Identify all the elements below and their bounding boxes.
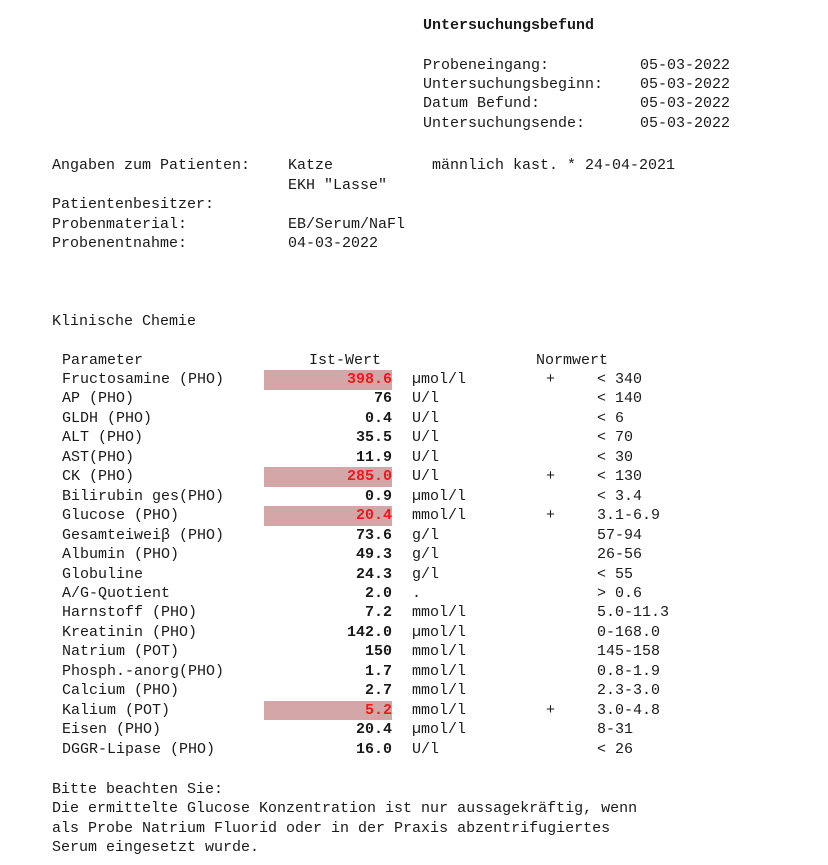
reference-range: 0.8-1.9 <box>597 662 661 680</box>
unit: U/l <box>412 448 440 466</box>
unit: U/l <box>412 409 440 427</box>
parameter-name: AP (PHO) <box>62 390 135 408</box>
unit: mmol/l <box>412 682 467 700</box>
reference-range: < 70 <box>597 429 634 447</box>
unit: g/l <box>412 546 440 564</box>
measured-value: 2.0 <box>364 584 392 602</box>
measured-value: 150 <box>364 643 392 661</box>
table-row <box>0 565 828 585</box>
measured-value: 142.0 <box>346 623 392 641</box>
date-label-report: Datum Befund: <box>423 95 541 112</box>
measured-value: 11.9 <box>355 448 392 466</box>
unit: g/l <box>412 526 440 544</box>
table-row <box>0 448 828 468</box>
reference-range: 145-158 <box>597 643 661 661</box>
measured-value: 76 <box>373 390 392 408</box>
table-row <box>0 487 828 507</box>
parameter-name: Globuline <box>62 565 144 583</box>
unit: mmol/l <box>412 662 467 680</box>
parameter-name: Phosph.-anorg(PHO) <box>62 662 225 680</box>
table-row <box>0 623 828 643</box>
parameter-name: Natrium (POT) <box>62 643 180 661</box>
table-row <box>0 467 828 487</box>
measured-value: 7.2 <box>364 604 392 622</box>
parameter-name: Albumin (PHO) <box>62 546 180 564</box>
reference-range: 26-56 <box>597 546 643 564</box>
date-value-report: 05-03-2022 <box>640 95 731 112</box>
measured-value: 398.6 <box>264 370 392 390</box>
table-row <box>0 740 828 760</box>
unit: µmol/l <box>412 371 467 388</box>
note-line: Die ermittelte Glucose Konzentration ist nur aussagekräftig, wenn <box>52 800 638 817</box>
unit: µmol/l <box>412 623 467 641</box>
measured-value: 24.3 <box>355 565 392 583</box>
measured-value: 16.0 <box>355 740 392 758</box>
measured-value: 0.9 <box>364 487 392 505</box>
section-title: Klinische Chemie <box>52 313 197 330</box>
unit: mmol/l <box>412 643 467 661</box>
header-value: Ist-Wert <box>309 352 382 369</box>
note-title: Bitte beachten Sie: <box>52 781 224 798</box>
parameter-name: Calcium (PHO) <box>62 682 180 700</box>
reference-range: 3.1-6.9 <box>597 507 661 525</box>
reference-range: 3.0-4.8 <box>597 701 661 719</box>
table-row <box>0 681 828 701</box>
reference-range: > 0.6 <box>597 584 643 602</box>
reference-range: < 140 <box>597 390 643 408</box>
table-row <box>0 526 828 546</box>
table-row <box>0 584 828 604</box>
table-row <box>0 720 828 740</box>
table-row <box>0 409 828 429</box>
parameter-name: CK (PHO) <box>62 468 135 486</box>
date-value-end: 05-03-2022 <box>640 115 731 132</box>
measured-value: 0.4 <box>364 409 392 427</box>
sampling-label: Probenentnahme: <box>52 235 188 252</box>
unit: mmol/l <box>412 507 467 525</box>
reference-range: 0-168.0 <box>597 623 661 641</box>
parameter-name: Eisen (PHO) <box>62 721 162 739</box>
reference-range: < 130 <box>597 468 643 486</box>
parameter-name: Gesamteiweiβ (PHO) <box>62 526 225 544</box>
table-row <box>0 370 828 390</box>
patient-name: EKH "Lasse" <box>288 177 388 194</box>
measured-value: 49.3 <box>355 546 392 564</box>
measured-value: 20.4 <box>355 721 392 739</box>
unit: g/l <box>412 565 440 583</box>
reference-range: < 30 <box>597 448 634 466</box>
table-row <box>0 662 828 682</box>
material-value: EB/Serum/NaFl <box>288 216 406 233</box>
unit: µmol/l <box>412 721 467 739</box>
patient-label: Angaben zum Patienten: <box>52 157 251 174</box>
table-row <box>0 545 828 565</box>
flag-indicator: + <box>546 701 556 719</box>
header-norm: Normwert <box>536 352 609 369</box>
reference-range: 8-31 <box>597 721 634 739</box>
table-row <box>0 506 828 526</box>
unit: mmol/l <box>412 604 467 622</box>
reference-range: < 26 <box>597 740 634 758</box>
reference-range: < 3.4 <box>597 487 643 505</box>
measured-value: 73.6 <box>355 526 392 544</box>
date-value-start: 05-03-2022 <box>640 76 731 93</box>
owner-label: Patientenbesitzer: <box>52 196 215 213</box>
unit: U/l <box>412 740 440 758</box>
measured-value: 35.5 <box>355 429 392 447</box>
measured-value: 2.7 <box>364 682 392 700</box>
date-label-receipt: Probeneingang: <box>423 57 550 74</box>
table-row <box>0 701 828 721</box>
note-line: Serum eingesetzt wurde. <box>52 839 260 856</box>
unit: U/l <box>412 429 440 447</box>
unit: mmol/l <box>412 701 467 719</box>
unit: . <box>412 584 422 602</box>
measured-value: 1.7 <box>364 662 392 680</box>
unit: U/l <box>412 468 440 486</box>
measured-value: 20.4 <box>264 506 392 526</box>
patient-species: Katze <box>288 157 334 174</box>
reference-range: < 55 <box>597 565 634 583</box>
report-title: Untersuchungsbefund <box>423 17 595 34</box>
parameter-name: Glucose (PHO) <box>62 507 180 525</box>
reference-range: 57-94 <box>597 526 643 544</box>
note-line: als Probe Natrium Fluorid oder in der Praxis abzentrifugiertes <box>52 820 611 837</box>
reference-range: < 6 <box>597 409 625 427</box>
parameter-name: DGGR-Lipase (PHO) <box>62 740 216 758</box>
measured-value: 5.2 <box>264 701 392 721</box>
parameter-name: GLDH (PHO) <box>62 409 153 427</box>
reference-range: < 340 <box>597 371 643 388</box>
date-label-start: Untersuchungsbeginn: <box>423 76 604 93</box>
reference-range: 2.3-3.0 <box>597 682 661 700</box>
date-label-end: Untersuchungsende: <box>423 115 586 132</box>
measured-value: 285.0 <box>264 467 392 487</box>
flag-indicator: + <box>546 468 556 486</box>
parameter-name: AST(PHO) <box>62 448 135 466</box>
flag-indicator: + <box>546 371 556 388</box>
parameter-name: A/G-Quotient <box>62 584 171 602</box>
unit: µmol/l <box>412 487 467 505</box>
date-value-receipt: 05-03-2022 <box>640 57 731 74</box>
parameter-name: Fructosamine (PHO) <box>62 371 225 388</box>
unit: U/l <box>412 390 440 408</box>
header-parameter: Parameter <box>62 352 144 369</box>
sampling-value: 04-03-2022 <box>288 235 379 252</box>
patient-sex-birth: männlich kast. * 24-04-2021 <box>432 157 676 174</box>
parameter-name: Harnstoff (PHO) <box>62 604 198 622</box>
table-row <box>0 389 828 409</box>
material-label: Probenmaterial: <box>52 216 188 233</box>
table-row <box>0 428 828 448</box>
parameter-name: Kreatinin (PHO) <box>62 623 198 641</box>
table-row <box>0 603 828 623</box>
parameter-name: Kalium (POT) <box>62 701 171 719</box>
flag-indicator: + <box>546 507 556 525</box>
parameter-name: Bilirubin ges(PHO) <box>62 487 225 505</box>
table-row <box>0 642 828 662</box>
parameter-name: ALT (PHO) <box>62 429 144 447</box>
reference-range: 5.0-11.3 <box>597 604 670 622</box>
